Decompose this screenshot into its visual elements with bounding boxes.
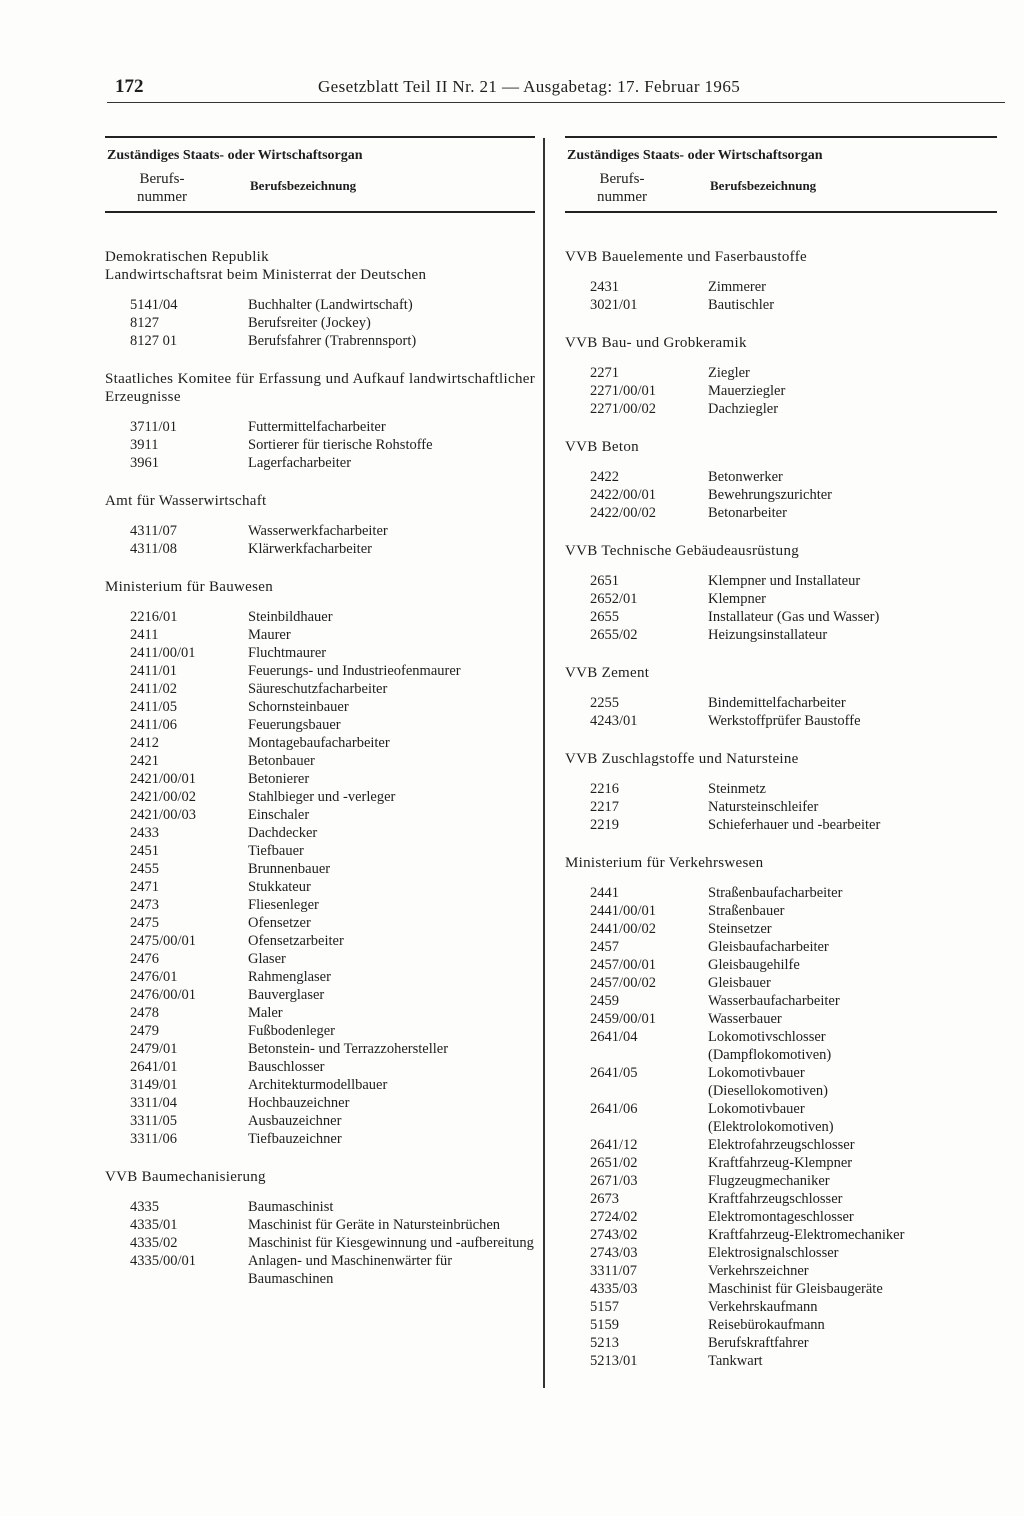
occupation-row — [105, 1216, 535, 1234]
agency-section — [565, 750, 997, 834]
occupation-row — [105, 716, 535, 734]
occupation-number: 3311/06 — [130, 1131, 177, 1147]
occupation-row — [105, 1004, 535, 1022]
occupation-designation: Betonwerker — [708, 469, 783, 485]
agency-section — [105, 492, 535, 558]
occupation-designation: Berufsfahrer (Trabrennsport) — [248, 333, 417, 349]
column-divider — [543, 138, 545, 1388]
occupation-number: 2433 — [130, 825, 159, 841]
designation-heading: Berufsbezeichnung — [710, 178, 817, 193]
number-heading — [567, 170, 677, 206]
occupation-row — [105, 842, 535, 860]
occupation-row — [105, 436, 535, 454]
occupation-designation: Natursteinschleifer — [708, 799, 819, 815]
occupation-designation: Betonstein- und Terrazzohersteller — [248, 1041, 449, 1057]
occupation-number: 2476/01 — [130, 969, 178, 985]
occupation-row — [105, 1130, 535, 1148]
agency-title: VVB Baumechanisierung — [105, 1169, 266, 1185]
occupation-number: 2743/02 — [590, 1227, 638, 1243]
organ-heading: Zuständiges Staats- oder Wirtschaftsorgan — [567, 148, 823, 163]
column-header-rule-top — [105, 136, 535, 138]
occupation-row — [105, 950, 535, 968]
occupation-designation: Gleisbauer — [708, 975, 771, 991]
column-header-rule-bottom — [565, 211, 997, 213]
occupation-number: 2421/00/02 — [130, 789, 197, 805]
occupation-designation: Lokomotivschlosser (Dampflokomotiven) — [708, 1029, 832, 1063]
occupation-number: 2271/00/01 — [590, 383, 657, 399]
occupation-row — [565, 712, 997, 730]
occupation-designation: Montagebaufacharbeiter — [248, 735, 390, 751]
occupation-row — [565, 1298, 997, 1316]
occupation-row — [105, 1022, 535, 1040]
occupation-number: 4335/02 — [130, 1235, 178, 1251]
occupation-row — [105, 824, 535, 842]
occupation-row — [565, 1316, 997, 1334]
occupation-number: 2673 — [590, 1191, 619, 1207]
column-header-rule-bottom — [105, 211, 535, 213]
occupation-row — [565, 590, 997, 608]
occupation-number: 2441/00/01 — [590, 903, 657, 919]
occupation-designation: Betonierer — [248, 771, 310, 787]
occupation-designation: Fußbodenleger — [248, 1023, 335, 1039]
header-rule — [107, 102, 1005, 103]
agency-title: VVB Beton — [565, 439, 639, 455]
occupation-designation: Lokomotivbauer (Elektrolokomotiven) — [708, 1101, 834, 1135]
agency-section — [105, 248, 535, 350]
occupation-number: 2671/03 — [590, 1173, 638, 1189]
right-sections — [565, 248, 997, 1370]
occupation-designation: Installateur (Gas und Wasser) — [708, 609, 880, 625]
occupation-number: 3311/05 — [130, 1113, 177, 1129]
number-heading-text: Berufs- nummer — [597, 171, 647, 205]
occupation-row — [565, 902, 997, 920]
occupation-number: 4243/01 — [590, 713, 638, 729]
occupation-designation: Klärwerkfacharbeiter — [248, 541, 372, 557]
occupation-row — [105, 788, 535, 806]
occupation-row — [105, 1198, 535, 1216]
occupation-designation: Klempner — [708, 591, 766, 607]
occupation-row — [565, 1334, 997, 1352]
agency-section — [565, 438, 997, 522]
occupation-number: 2411/05 — [130, 699, 177, 715]
right-column — [565, 136, 997, 1390]
column-header-left — [105, 136, 535, 210]
occupation-number: 2411/01 — [130, 663, 177, 679]
occupation-row — [565, 1172, 997, 1190]
occupation-designation: Bauverglaser — [248, 987, 325, 1003]
occupation-number: 2411/06 — [130, 717, 177, 733]
occupation-number: 4335 — [130, 1199, 159, 1215]
occupation-number: 2641/12 — [590, 1137, 638, 1153]
occupation-number: 4311/08 — [130, 541, 177, 557]
occupation-row — [105, 1094, 535, 1112]
occupation-designation: Ofensetzarbeiter — [248, 933, 344, 949]
occupation-row — [565, 468, 997, 486]
agency-section — [105, 1168, 535, 1288]
occupation-row — [105, 662, 535, 680]
occupation-row — [565, 504, 997, 522]
occupation-row — [565, 1244, 997, 1262]
occupation-designation: Kraftfahrzeug-Elektromechaniker — [708, 1227, 905, 1243]
occupation-row — [105, 968, 535, 986]
occupation-row — [105, 296, 535, 314]
agency-title: VVB Bau- und Grobkeramik — [565, 335, 747, 351]
occupation-row — [105, 454, 535, 472]
occupation-designation: Feuerungsbauer — [248, 717, 341, 733]
occupation-row — [565, 992, 997, 1010]
occupation-designation: Bauschlosser — [248, 1059, 325, 1075]
left-sections — [105, 248, 535, 1288]
occupation-row — [565, 296, 997, 314]
occupation-number: 2455 — [130, 861, 159, 877]
occupation-number: 2421 — [130, 753, 159, 769]
occupation-number: 3711/01 — [130, 419, 177, 435]
occupation-row — [565, 486, 997, 504]
occupation-row — [105, 896, 535, 914]
occupation-designation: Anlagen- und Maschinenwärter für Baumaschinen — [248, 1253, 453, 1287]
occupation-designation: Maschinist für Geräte in Natursteinbrüchen — [248, 1217, 501, 1233]
occupation-row — [105, 608, 535, 626]
occupation-number: 2652/01 — [590, 591, 638, 607]
occupation-number: 2651/02 — [590, 1155, 638, 1171]
occupation-designation: Flugzeugmechaniker — [708, 1173, 830, 1189]
occupation-designation: Futtermittelfacharbeiter — [248, 419, 386, 435]
occupation-designation: Elektrofahrzeugschlosser — [708, 1137, 855, 1153]
occupation-row — [565, 1208, 997, 1226]
occupation-row — [565, 1100, 997, 1136]
occupation-number: 2422/00/01 — [590, 487, 657, 503]
occupation-designation: Tiefbauzeichner — [248, 1131, 342, 1147]
occupation-designation: Klempner und Installateur — [708, 573, 861, 589]
occupation-number: 5213/01 — [590, 1353, 638, 1369]
occupation-row — [565, 608, 997, 626]
occupation-designation: Baumaschinist — [248, 1199, 334, 1215]
occupation-designation: Rahmenglaser — [248, 969, 331, 985]
agency-section — [565, 334, 997, 418]
occupation-number: 2219 — [590, 817, 619, 833]
occupation-row — [105, 734, 535, 752]
occupation-designation: Bautischler — [708, 297, 775, 313]
occupation-designation: Reisebürokaufmann — [708, 1317, 825, 1333]
occupation-row — [105, 540, 535, 558]
occupation-number: 2475/00/01 — [130, 933, 197, 949]
occupation-number: 2476 — [130, 951, 159, 967]
occupation-row — [105, 626, 535, 644]
occupation-row — [565, 1262, 997, 1280]
agency-section — [565, 542, 997, 644]
occupation-designation: Straßenbauer — [708, 903, 785, 919]
occupation-row — [565, 956, 997, 974]
occupation-designation: Lokomotivbauer (Diesellokomotiven) — [708, 1065, 829, 1099]
occupation-designation: Glaser — [248, 951, 286, 967]
occupation-number: 5157 — [590, 1299, 619, 1315]
occupation-row — [565, 400, 997, 418]
occupation-number: 2422 — [590, 469, 619, 485]
occupation-designation: Ziegler — [708, 365, 750, 381]
occupation-designation: Verkehrskaufmann — [708, 1299, 818, 1315]
occupation-row — [565, 382, 997, 400]
occupation-number: 3021/01 — [590, 297, 638, 313]
occupation-number: 2641/04 — [590, 1029, 638, 1045]
agency-title: Ministerium für Bauwesen — [105, 579, 274, 595]
occupation-designation: Steinbildhauer — [248, 609, 333, 625]
occupation-number: 2421/00/03 — [130, 807, 197, 823]
page-header — [115, 76, 1005, 102]
occupation-designation: Ofensetzer — [248, 915, 311, 931]
occupation-number: 8127 01 — [130, 333, 178, 349]
occupation-designation: Mauerziegler — [708, 383, 786, 399]
occupation-row — [565, 816, 997, 834]
occupation-row — [105, 1234, 535, 1252]
occupation-row — [565, 1028, 997, 1064]
number-heading — [107, 170, 217, 206]
occupation-designation: Steinsetzer — [708, 921, 772, 937]
occupation-number: 2411/02 — [130, 681, 177, 697]
occupation-number: 2475 — [130, 915, 159, 931]
occupation-row — [105, 418, 535, 436]
occupation-number: 2421/00/01 — [130, 771, 197, 787]
occupation-number: 2216/01 — [130, 609, 178, 625]
occupation-number: 8127 — [130, 315, 159, 331]
organ-heading: Zuständiges Staats- oder Wirtschaftsorgan — [107, 148, 363, 163]
occupation-designation: Wasserbauer — [708, 1011, 782, 1027]
occupation-row — [565, 364, 997, 382]
occupation-number: 2457/00/02 — [590, 975, 657, 991]
occupation-number: 2412 — [130, 735, 159, 751]
occupation-designation: Verkehrszeichner — [708, 1263, 809, 1279]
occupation-designation: Dachziegler — [708, 401, 779, 417]
occupation-designation: Ausbauzeichner — [248, 1113, 342, 1129]
occupation-number: 2271/00/02 — [590, 401, 657, 417]
occupation-row — [565, 1136, 997, 1154]
occupation-designation: Bewehrungszurichter — [708, 487, 833, 503]
occupation-row — [105, 860, 535, 878]
occupation-number: 5213 — [590, 1335, 619, 1351]
occupation-row — [105, 986, 535, 1004]
agency-section — [105, 370, 535, 472]
agency-title: VVB Bauelemente und Faserbaustoffe — [565, 249, 807, 265]
occupation-row — [105, 522, 535, 540]
agency-title: Ministerium für Verkehrswesen — [565, 855, 764, 871]
occupation-number: 2655 — [590, 609, 619, 625]
left-column — [105, 136, 535, 1308]
page-number: 172 — [115, 76, 144, 97]
occupation-designation: Elektrosignalschlosser — [708, 1245, 839, 1261]
column-header-rule-top — [565, 136, 997, 138]
occupation-number: 2457 — [590, 939, 619, 955]
occupation-designation: Fluchtmaurer — [248, 645, 327, 661]
agency-section — [105, 578, 535, 1148]
occupation-number: 4335/00/01 — [130, 1253, 197, 1269]
running-title: Gesetzblatt Teil II Nr. 21 — Ausgabetag: 17. Februar 1965 — [318, 77, 741, 96]
occupation-number: 2216 — [590, 781, 619, 797]
occupation-number: 2255 — [590, 695, 619, 711]
occupation-row — [105, 752, 535, 770]
occupation-number: 2431 — [590, 279, 619, 295]
occupation-number: 4335/01 — [130, 1217, 178, 1233]
occupation-designation: Steinmetz — [708, 781, 766, 797]
occupation-row — [105, 644, 535, 662]
column-header-right — [565, 136, 997, 210]
occupation-row — [565, 884, 997, 902]
occupation-designation: Maler — [248, 1005, 283, 1021]
occupation-row — [105, 1040, 535, 1058]
occupation-designation: Tiefbauer — [248, 843, 304, 859]
occupation-row — [565, 1352, 997, 1370]
occupation-number: 3911 — [130, 437, 159, 453]
occupation-designation: Buchhalter (Landwirtschaft) — [248, 297, 413, 313]
occupation-designation: Elektromontageschlosser — [708, 1209, 854, 1225]
occupation-designation: Brunnenbauer — [248, 861, 331, 877]
occupation-designation: Fliesenleger — [248, 897, 319, 913]
occupation-designation: Betonarbeiter — [708, 505, 787, 521]
occupation-designation: Säureschutzfacharbeiter — [248, 681, 388, 697]
occupation-row — [565, 920, 997, 938]
occupation-designation: Werkstoffprüfer Baustoffe — [708, 713, 861, 729]
occupation-row — [105, 1252, 535, 1288]
occupation-number: 3961 — [130, 455, 159, 471]
occupation-number: 2459/00/01 — [590, 1011, 657, 1027]
occupation-designation: Architekturmodellbauer — [248, 1077, 388, 1093]
occupation-row — [105, 806, 535, 824]
occupation-row — [565, 938, 997, 956]
occupation-number: 2271 — [590, 365, 619, 381]
occupation-number: 4311/07 — [130, 523, 177, 539]
occupation-number: 2743/03 — [590, 1245, 638, 1261]
occupation-designation: Maschinist für Gleisbaugeräte — [708, 1281, 883, 1297]
occupation-number: 2655/02 — [590, 627, 638, 643]
occupation-row — [565, 694, 997, 712]
occupation-number: 2641/01 — [130, 1059, 178, 1075]
occupation-number: 4335/03 — [590, 1281, 638, 1297]
occupation-number: 2411/00/01 — [130, 645, 196, 661]
occupation-designation: Zimmerer — [708, 279, 766, 295]
occupation-row — [105, 698, 535, 716]
designation-heading: Berufsbezeichnung — [250, 178, 357, 193]
agency-title: VVB Technische Gebäudeausrüstung — [565, 543, 800, 559]
occupation-designation: Maurer — [248, 627, 291, 643]
occupation-designation: Stukkateur — [248, 879, 311, 895]
occupation-number: 2422/00/02 — [590, 505, 657, 521]
occupation-row — [105, 1076, 535, 1094]
occupation-number: 3149/01 — [130, 1077, 178, 1093]
occupation-designation: Maschinist für Kiesgewinnung und -aufbereitung — [248, 1235, 534, 1251]
occupation-number: 2724/02 — [590, 1209, 638, 1225]
occupation-row — [565, 1064, 997, 1100]
occupation-row — [565, 572, 997, 590]
occupation-designation: Kraftfahrzeugschlosser — [708, 1191, 843, 1207]
occupation-designation: Schieferhauer und -bearbeiter — [708, 817, 881, 833]
agency-title: Demokratischen Republik Landwirtschaftsrat beim Ministerrat der Deutschen — [105, 249, 427, 283]
occupation-number: 2641/05 — [590, 1065, 638, 1081]
occupation-designation: Tankwart — [708, 1353, 763, 1369]
occupation-number: 2471 — [130, 879, 159, 895]
occupation-row — [105, 680, 535, 698]
occupation-designation: Lagerfacharbeiter — [248, 455, 352, 471]
occupation-number: 3311/07 — [590, 1263, 637, 1279]
agency-title: Staatliches Komitee für Erfassung und Aufkauf landwirtschaftlicher Erzeugnisse — [105, 371, 535, 405]
occupation-row — [105, 1112, 535, 1130]
occupation-number: 2217 — [590, 799, 619, 815]
occupation-number: 2459 — [590, 993, 619, 1009]
occupation-number: 2473 — [130, 897, 159, 913]
agency-section — [565, 248, 997, 314]
occupation-designation: Wasserwerkfacharbeiter — [248, 523, 388, 539]
occupation-number: 2441/00/02 — [590, 921, 657, 937]
occupation-designation: Gleisbaufacharbeiter — [708, 939, 829, 955]
occupation-designation: Kraftfahrzeug-Klempner — [708, 1155, 853, 1171]
occupation-designation: Bindemittelfacharbeiter — [708, 695, 846, 711]
occupation-row — [565, 780, 997, 798]
occupation-row — [565, 974, 997, 992]
occupation-number: 2479 — [130, 1023, 159, 1039]
occupation-row — [105, 1058, 535, 1076]
occupation-row — [565, 278, 997, 296]
occupation-designation: Berufsreiter (Jockey) — [248, 315, 371, 331]
agency-section — [565, 664, 997, 730]
occupation-designation: Berufskraftfahrer — [708, 1335, 809, 1351]
number-heading-text: Berufs- nummer — [137, 171, 187, 205]
occupation-designation: Stahlbieger und -verleger — [248, 789, 396, 805]
occupation-row — [565, 1226, 997, 1244]
occupation-designation: Betonbauer — [248, 753, 315, 769]
occupation-row — [565, 626, 997, 644]
occupation-designation: Einschaler — [248, 807, 310, 823]
occupation-number: 2457/00/01 — [590, 957, 657, 973]
occupation-designation: Sortierer für tierische Rohstoffe — [248, 437, 433, 453]
occupation-row — [565, 798, 997, 816]
occupation-designation: Straßenbaufacharbeiter — [708, 885, 843, 901]
occupation-number: 3311/04 — [130, 1095, 177, 1111]
occupation-designation: Feuerungs- und Industrieofenmaurer — [248, 663, 461, 679]
occupation-row — [565, 1154, 997, 1172]
occupation-designation: Dachdecker — [248, 825, 318, 841]
occupation-row — [105, 932, 535, 950]
occupation-number: 2441 — [590, 885, 619, 901]
agency-section — [565, 854, 997, 1370]
agency-title: VVB Zuschlagstoffe und Natursteine — [565, 751, 799, 767]
occupation-row — [105, 914, 535, 932]
agency-title: VVB Zement — [565, 665, 650, 681]
occupation-designation: Schornsteinbauer — [248, 699, 349, 715]
occupation-number: 2411 — [130, 627, 159, 643]
occupation-number: 5159 — [590, 1317, 619, 1333]
occupation-row — [105, 770, 535, 788]
occupation-row — [565, 1010, 997, 1028]
occupation-designation: Hochbauzeichner — [248, 1095, 350, 1111]
agency-title: Amt für Wasserwirtschaft — [105, 493, 267, 509]
occupation-row — [105, 332, 535, 350]
occupation-number: 2451 — [130, 843, 159, 859]
occupation-number: 2476/00/01 — [130, 987, 197, 1003]
occupation-row — [105, 878, 535, 896]
occupation-row — [565, 1280, 997, 1298]
occupation-number: 5141/04 — [130, 297, 178, 313]
occupation-designation: Heizungsinstallateur — [708, 627, 828, 643]
occupation-number: 2641/06 — [590, 1101, 638, 1117]
occupation-designation: Gleisbaugehilfe — [708, 957, 800, 973]
occupation-row — [565, 1190, 997, 1208]
occupation-number: 2651 — [590, 573, 619, 589]
occupation-number: 2479/01 — [130, 1041, 178, 1057]
occupation-designation: Wasserbaufacharbeiter — [708, 993, 840, 1009]
occupation-number: 2478 — [130, 1005, 159, 1021]
occupation-row — [105, 314, 535, 332]
